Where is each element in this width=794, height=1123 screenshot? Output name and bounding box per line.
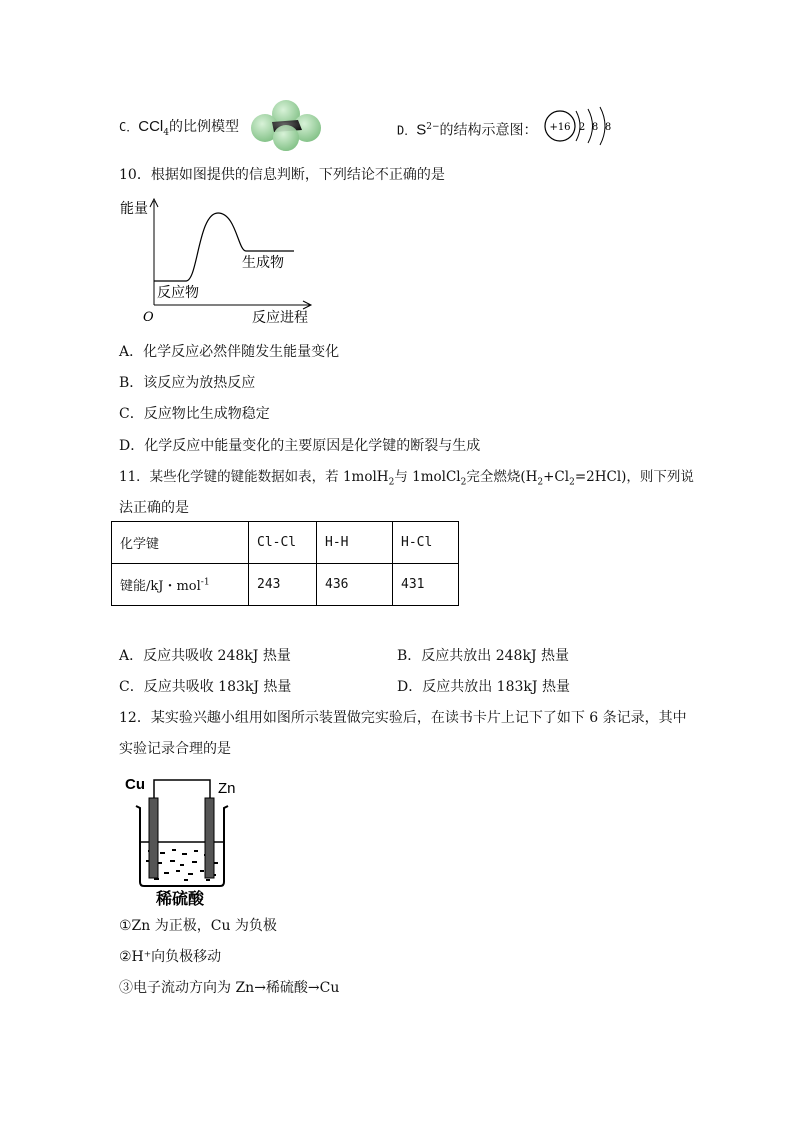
reaction-progress-label: 反应进程 — [252, 310, 308, 326]
q11-stem-c: 完全燃烧(H — [466, 469, 538, 485]
q10-option-a: A．化学反应必然伴随发生能量变化 — [119, 344, 340, 360]
q9-option-d-prefix: D． — [397, 123, 417, 138]
q11-sub-h2-eq: 2 — [537, 477, 544, 488]
q9-option-c-sub: 4 — [163, 127, 169, 138]
table-row — [112, 564, 459, 606]
q10-option-b: B．该反应为放热反应 — [119, 375, 256, 391]
s2-structure-diagram — [540, 105, 618, 149]
table-row — [112, 522, 459, 564]
product-label: 生成物 — [242, 255, 284, 271]
table-header-cell: H-H — [317, 522, 393, 564]
s2-nucleus-label: +16 — [549, 122, 571, 133]
q9-option-d-charge: 2− — [426, 122, 440, 132]
table-header-cell: H-Cl — [393, 522, 459, 564]
q10-option-d: D．化学反应中能量变化的主要原因是化学键的断裂与生成 — [119, 438, 481, 454]
energy-axis-label: 能量 — [120, 201, 148, 217]
q11-option-d: D．反应共放出 183kJ 热量 — [397, 679, 570, 695]
s2-shell-1: 2 — [578, 122, 586, 133]
ccl4-space-filling-model — [250, 98, 322, 152]
q11-sub-cl2-eq: 2 — [569, 477, 575, 488]
q11-option-a: A．反应共吸收 248kJ 热量 — [119, 648, 291, 664]
q9-option-d — [397, 117, 538, 141]
q11-option-c: C．反应共吸收 183kJ 热量 — [119, 679, 292, 695]
q11-sub-cl2: 2 — [460, 477, 467, 488]
q9-option-c-formula: CCl — [138, 118, 164, 135]
q10-option-c: C．反应物比生成物稳定 — [119, 406, 270, 422]
q12-stem-line1: 12．某实验兴趣小组用如图所示装置做完实验后，在读书卡片上记下了如下 6 条记录，其中 — [119, 710, 687, 726]
cu-electrode-label: Cu — [125, 776, 145, 793]
q12-record-1: ①Zn 为正极，Cu 为负极 — [119, 918, 277, 934]
table-cell: 436 — [317, 564, 393, 606]
reactant-label: 反应物 — [157, 285, 199, 301]
q12-record-2: ②H⁺向负极移动 — [119, 949, 222, 965]
q11-stem-line2: 法正确的是 — [119, 500, 189, 516]
q11-stem-a: 11．某些化学键的键能数据如表，若 1molH — [119, 469, 389, 485]
table-row-label — [112, 564, 249, 606]
q9-option-c-suffix: 的比例模型 — [168, 119, 239, 135]
dilute-sulfuric-acid-label: 稀硫酸 — [156, 889, 205, 908]
q11-sub-h2: 2 — [388, 477, 395, 488]
q12-record-3: ③电子流动方向为 Zn→稀硫酸→Cu — [119, 980, 340, 996]
table-cell: 243 — [249, 564, 317, 606]
zn-electrode-label: Zn — [218, 780, 236, 797]
table-header-cell: 化学键 — [112, 522, 249, 564]
q9-option-d-ion: S — [416, 121, 427, 139]
q9-option-c — [119, 117, 239, 143]
bond-energy-unit: 键能/kJ・mol — [120, 579, 201, 594]
table-cell: 431 — [393, 564, 459, 606]
q11-stem-e: =2HCl)，则下列说 — [574, 469, 694, 485]
origin-label: O — [143, 310, 154, 325]
q11-stem-d: +Cl — [543, 469, 570, 485]
q12-stem-line2: 实验记录合理的是 — [119, 741, 231, 757]
bond-energy-table — [111, 521, 459, 606]
galvanic-cell-diagram — [122, 772, 247, 908]
q11-stem-b: 与 1molCl — [394, 469, 461, 485]
bond-energy-unit-sup: -1 — [200, 577, 210, 588]
s2-shell-3: 8 — [604, 122, 612, 133]
q11-stem — [119, 467, 694, 493]
q10-stem: 10．根据如图提供的信息判断，下列结论不正确的是 — [119, 167, 445, 183]
s2-shell-2: 8 — [591, 122, 599, 133]
table-header-cell: Cl-Cl — [249, 522, 317, 564]
q11-option-b: B．反应共放出 248kJ 热量 — [397, 648, 570, 664]
energy-diagram — [120, 195, 320, 330]
q9-option-c-prefix: C． — [119, 120, 139, 134]
q9-option-d-suffix: 的结构示意图： — [439, 122, 538, 139]
